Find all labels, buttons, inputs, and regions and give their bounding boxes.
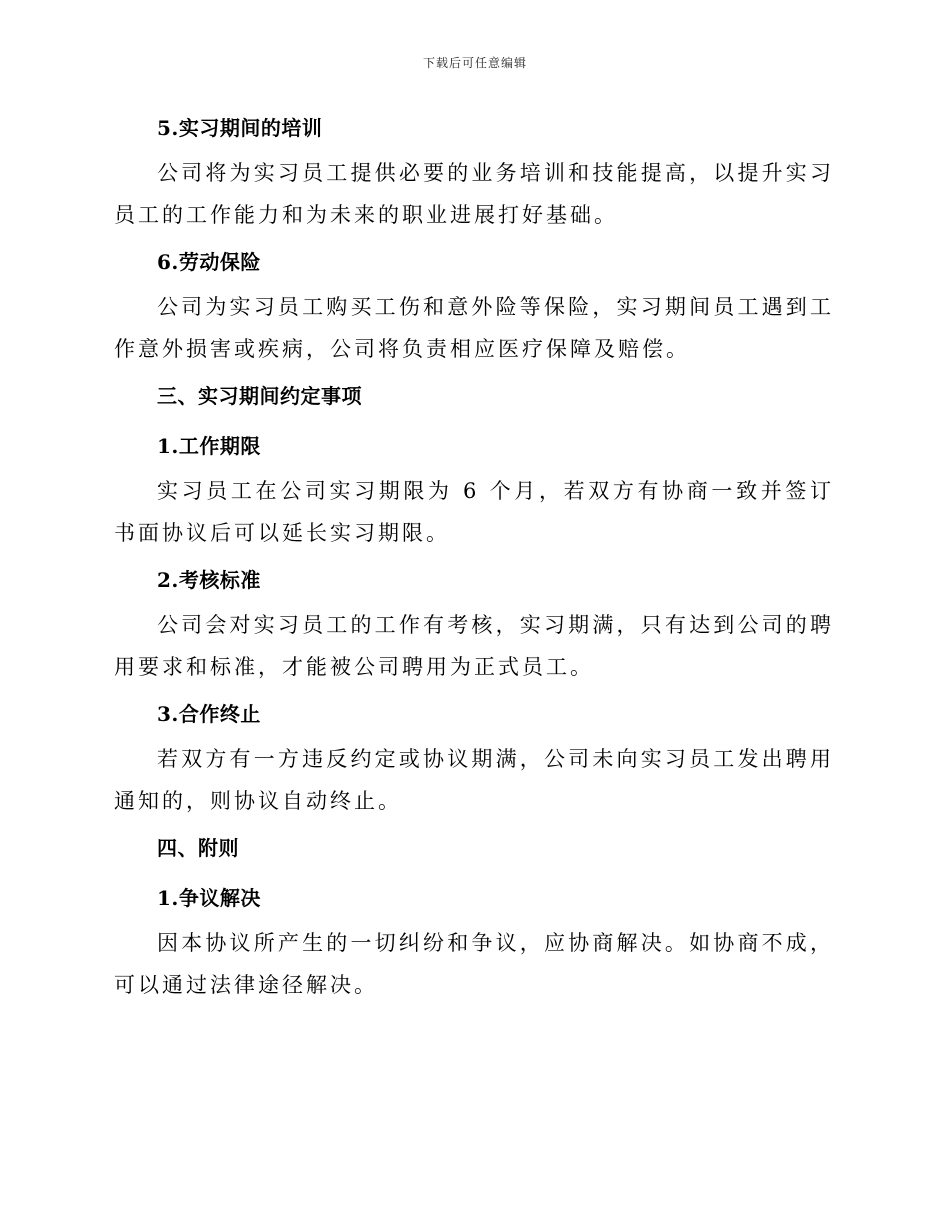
paragraph: 因本协议所产生的一切纠纷和争议，应协商解决。如协商不成，可以通过法律途径解决。	[114, 931, 834, 997]
section-heading: 5.实习期间的培训	[157, 116, 323, 140]
chapter-heading: 三、实习期间约定事项	[157, 384, 362, 408]
paragraph: 公司为实习员工购买工伤和意外险等保险，实习期间员工遇到工作意外损害或疾病，公司将负责相应医疗保障及赔偿。	[114, 295, 834, 361]
page-header: 下载后可任意编辑	[422, 56, 527, 70]
paragraph: 公司将为实习员工提供必要的业务培训和技能提高，以提升实习员工的工作能力和为未来的职业进展打好基础。	[114, 161, 834, 227]
chapter-heading: 四、附则	[157, 836, 239, 860]
section-heading: 2.考核标准	[157, 568, 261, 592]
document-body	[114, 110, 834, 1006]
section-heading: 1.工作期限	[157, 434, 261, 458]
paragraph: 若双方有一方违反约定或协议期满，公司未向实习员工发出聘用通知的，则协议自动终止。	[114, 747, 834, 813]
paragraph: 公司会对实习员工的工作有考核，实习期满，只有达到公司的聘用要求和标准，才能被公司聘用为正式员工。	[114, 613, 834, 679]
section-heading: 3.合作终止	[157, 702, 261, 726]
section-heading: 1.争议解决	[157, 886, 261, 910]
section-heading: 6.劳动保险	[157, 250, 261, 274]
paragraph: 实习员工在公司实习期限为 6 个月，若双方有协商一致并签订书面协议后可以延长实习期限。	[114, 479, 834, 545]
